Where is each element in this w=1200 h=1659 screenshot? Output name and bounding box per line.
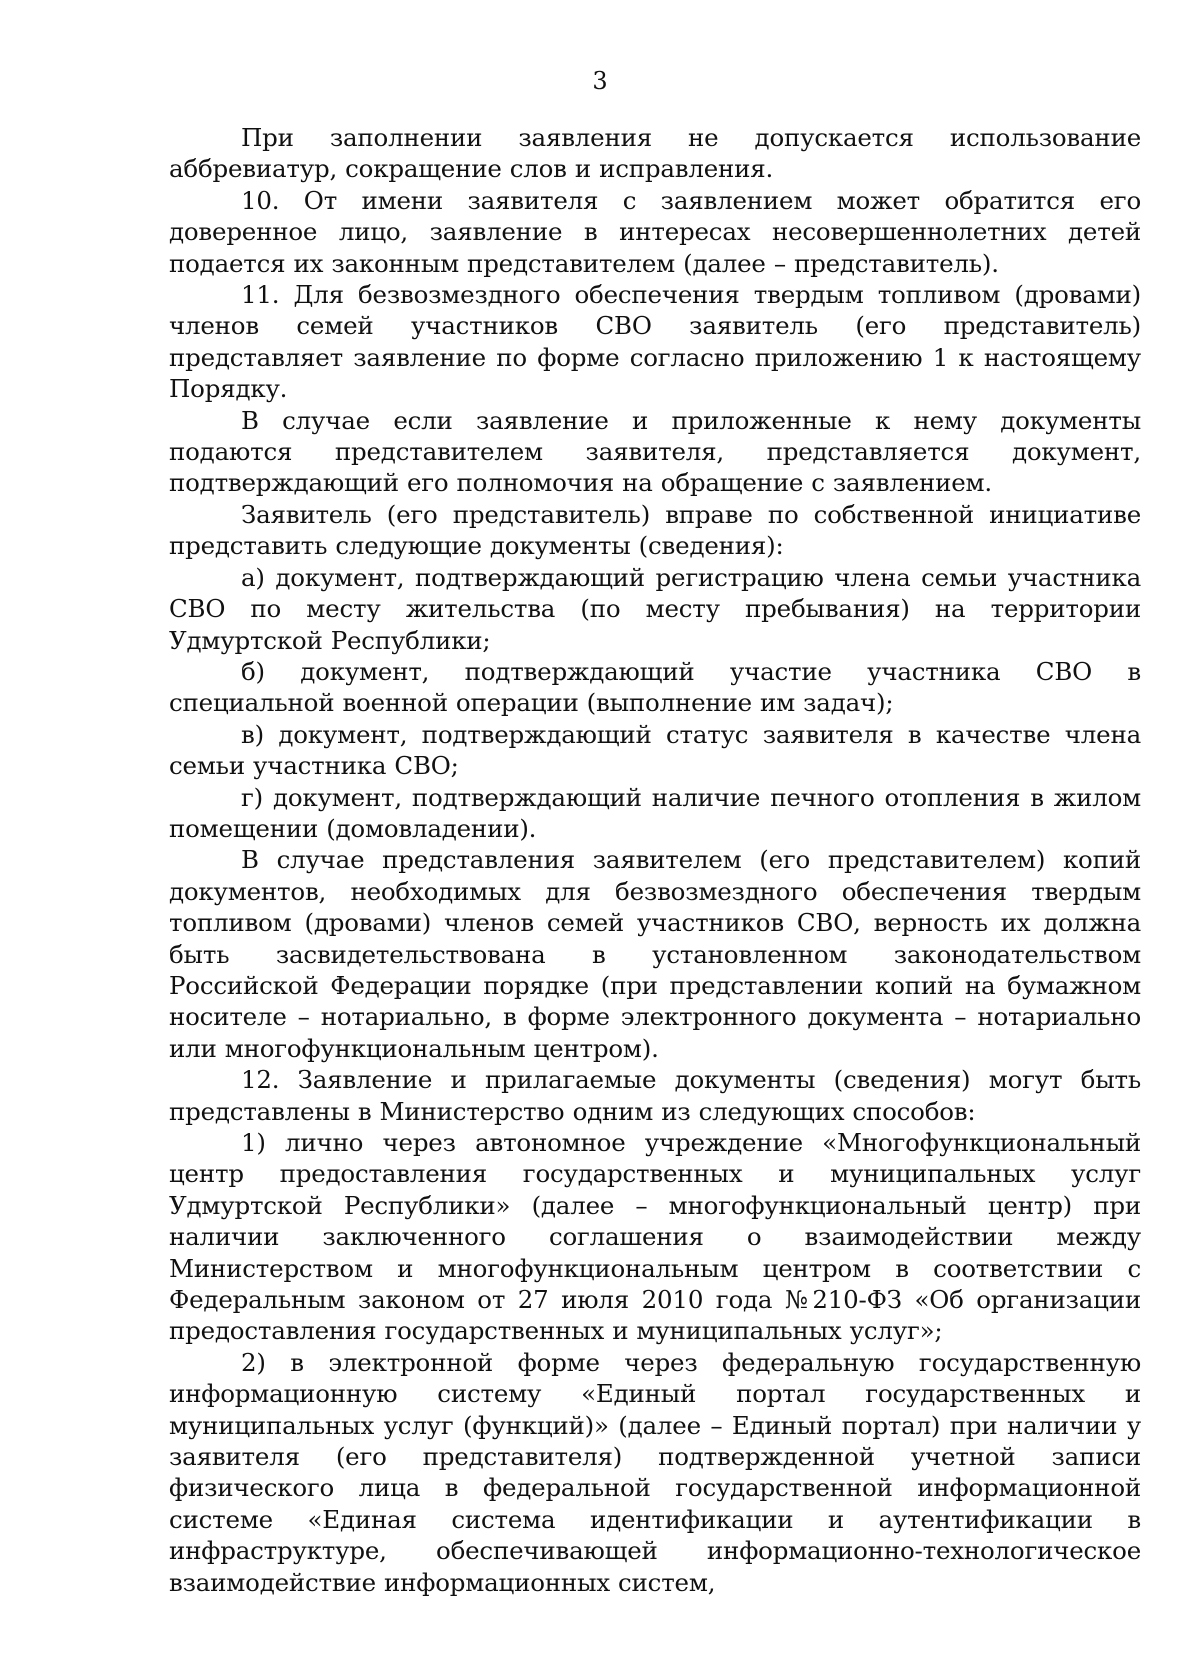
list-item-g: г) документ, подтверждающий наличие печного отопления в жилом помещении (домовладении).	[169, 782, 1141, 843]
document-body	[169, 122, 1141, 1598]
list-item-1: 1) лично через автономное учреждение «Многофункциональный центр предоставления государственных и муниципальных услуг Удмуртской Республики» (далее – многофункциональный центр) при наличии заключенного соглашения о взаимодействии между Министерством и многофункциональным центром в соответствии с Федеральным законом от 27 июля 2010 года №210-ФЗ «Об организации предоставления государственных и муниципальных услуг»;	[169, 1128, 1141, 1346]
paragraph-optional-documents: Заявитель (его представитель) вправе по собственной инициативе представить следующие документы (сведения):	[169, 499, 1141, 561]
paragraph-copies-certification: В случае представления заявителем (его представителем) копий документов, необходимых для безвозмездного обеспечения твердым топливом (дровами) членов семей участников СВО, верность их должна быть засвидетельствована в установленном законодательством Российской Федерации порядке (при представлении копий на бумажном носителе – нотариально, в форме электронного документа – нотариально или многофункциональным центром).	[169, 845, 1141, 1063]
paragraph-abbreviations-rule: При заполнении заявления не допускается использование аббревиатур, сокращение слов и исправления.	[169, 123, 1141, 184]
paragraph-item-12: 12. Заявление и прилагаемые документы (сведения) могут быть представлены в Министерство одним из следующих способов:	[169, 1065, 1141, 1126]
paragraph-item-10: 10. От имени заявителя с заявлением может обратится его доверенное лицо, заявление в интересах несовершеннолетних детей подается их законным представителем (далее – представитель).	[169, 185, 1141, 278]
list-item-b: б) документ, подтверждающий участие участника СВО в специальной военной операции (выполнение им задач);	[169, 656, 1141, 718]
paragraph-representative-documents: В случае если заявление и приложенные к нему документы подаются представителем заявителя, представляется документ, подтверждающий его полномочия на обращение с заявлением.	[169, 405, 1141, 498]
list-item-v: в) документ, подтверждающий статус заявителя в качестве члена семьи участника СВО;	[169, 719, 1141, 781]
page-number: 3	[592, 67, 608, 95]
list-item-a: а) документ, подтверждающий регистрацию члена семьи участника СВО по месту жительства (по месту пребывания) на территории Удмуртской Республики;	[169, 562, 1141, 655]
paragraph-item-11: 11. Для безвозмездного обеспечения твердым топливом (дровами) членов семей участников СВО заявитель (его представитель) представляет заявление по форме согласно приложению 1 к настоящему Порядку.	[169, 280, 1141, 404]
list-item-2: 2) в электронной форме через федеральную государственную информационную систему «Единый портал государственных и муниципальных услуг (функций)» (далее – Единый портал) при наличии у заявителя (его представителя) подтвержденной учетной записи физического лица в федеральной государственной информационной системе «Единая система идентификации и аутентификации в инфраструктуре, обеспечивающей информационно-технологическое взаимодействие информационных систем,	[169, 1347, 1141, 1597]
